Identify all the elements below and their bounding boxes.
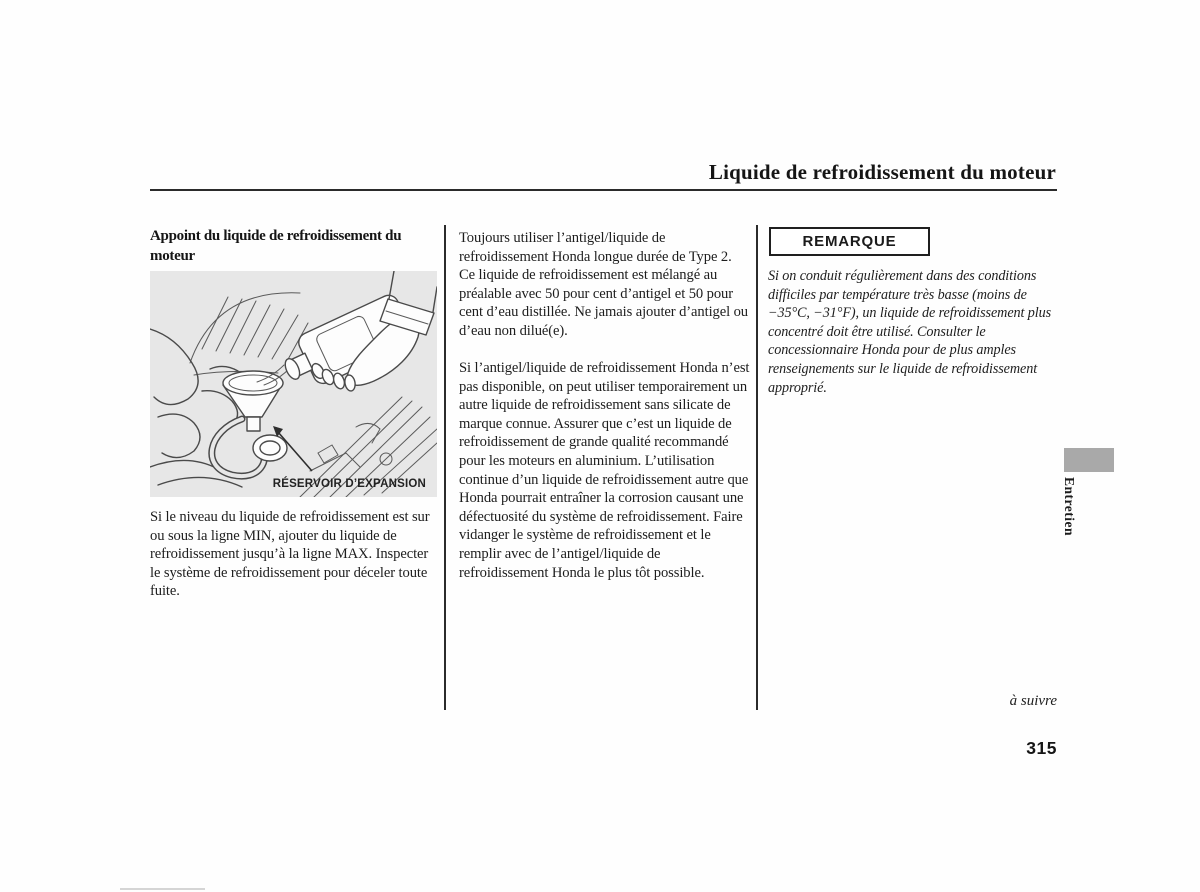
notice-label: REMARQUE bbox=[802, 233, 897, 250]
continuation-note: à suivre bbox=[1009, 693, 1057, 709]
page-number: 315 bbox=[1026, 738, 1057, 758]
figure-coolant-filling bbox=[150, 271, 437, 497]
scan-artifact-line bbox=[120, 888, 205, 890]
page-title: Liquide de refroidissement du moteur bbox=[708, 160, 1056, 184]
middle-paragraph-2: Si l’antigel/liquide de refroidissement Honda n’est pas disponible, on peut utiliser temporairement un autre liquide de refroidissement sans silicate de marque connue. Assurer que c’est un liquide de refroidissement de grande qualité recommandé pour les moteurs en aluminium. L’utilisation continue d’un liquide de refroidissement autre que Honda pourrait entraîner la corrosion causant une défectuosité du système de refroidissement. Faire vidanger le système de refroidissement et le remplir avec de l’antigel/liquide de refroidissement Honda le plus tôt possible. bbox=[459, 360, 750, 581]
title-rule bbox=[150, 189, 1057, 191]
section-tab-marker bbox=[1064, 448, 1114, 472]
section-tab-label: Entretien bbox=[1062, 477, 1077, 536]
figure-caption: RÉSERVOIR D’EXPANSION bbox=[272, 478, 426, 490]
column-divider-right bbox=[756, 225, 758, 710]
column-divider-left bbox=[444, 225, 446, 710]
reservoir-cap bbox=[253, 435, 287, 461]
notice-box bbox=[769, 227, 930, 256]
notice-text: Si on conduit régulièrement dans des conditions difficiles par température très basse (moins de −35°C, −31°F), un liquide de refroidissement plus concentré doit être utilisé. Consulter le concessionnaire Honda pour de plus amples renseignements sur le liquide de refroidissement approprié. bbox=[768, 268, 1052, 396]
left-paragraph: Si le niveau du liquide de refroidissement est sur ou sous la ligne MIN, ajouter du liquide de refroidissement jusqu’à la ligne MAX. Inspecter le système de refroidissement pour déceler toute fuite. bbox=[150, 509, 430, 600]
coolant-filling-illustration bbox=[150, 271, 437, 497]
middle-paragraph-1: Toujours utiliser l’antigel/liquide de refroidissement Honda longue durée de Type 2. Ce liquide de refroidissement est mélangé au préalable avec 50 pour cent d’antigel et 50 pour cent d’eau distillée. Ne jamais ajouter d’antigel ou d’eau non dilué(e). bbox=[459, 230, 748, 339]
section-heading: Appoint du liquide de refroidissement du moteur bbox=[150, 228, 402, 264]
engine-left-detail bbox=[150, 329, 242, 487]
